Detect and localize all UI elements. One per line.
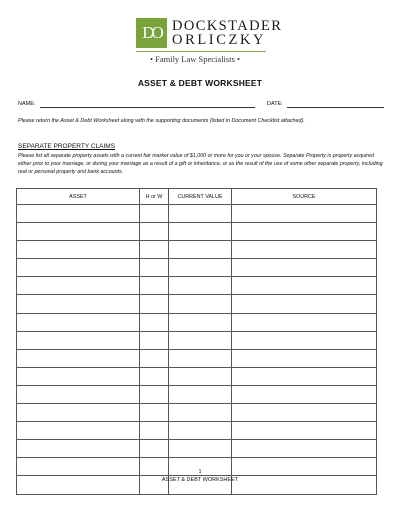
firm-logo: [136, 18, 283, 64]
name-label: NAME:: [18, 101, 36, 107]
asset-cell[interactable]: [17, 404, 140, 422]
table-row: [17, 422, 377, 440]
asset-cell[interactable]: [17, 349, 140, 367]
current-value-cell[interactable]: [169, 295, 232, 313]
h-or-w-cell[interactable]: [140, 277, 169, 295]
table-row: [17, 241, 377, 259]
current-value-cell[interactable]: [169, 313, 232, 331]
current-value-cell[interactable]: [169, 331, 232, 349]
asset-cell[interactable]: [17, 223, 140, 241]
table-row: [17, 205, 377, 223]
table-row: [17, 440, 377, 458]
source-cell[interactable]: [232, 277, 377, 295]
asset-cell[interactable]: [17, 440, 140, 458]
logo-tagline: • Family Law Specialists •: [150, 54, 240, 64]
current-value-cell[interactable]: [169, 259, 232, 277]
table-row: [17, 313, 377, 331]
h-or-w-cell[interactable]: [140, 422, 169, 440]
source-cell[interactable]: [232, 385, 377, 403]
current-value-cell[interactable]: [169, 385, 232, 403]
h-or-w-cell[interactable]: [140, 223, 169, 241]
source-cell[interactable]: [232, 259, 377, 277]
h-or-w-cell[interactable]: [140, 404, 169, 422]
name-field-line[interactable]: [40, 107, 255, 108]
table-row: [17, 295, 377, 313]
current-value-cell[interactable]: [169, 223, 232, 241]
source-cell[interactable]: [232, 367, 377, 385]
h-or-w-cell[interactable]: [140, 295, 169, 313]
source-cell[interactable]: [232, 404, 377, 422]
source-cell[interactable]: [232, 205, 377, 223]
current-value-cell[interactable]: [169, 440, 232, 458]
h-or-w-cell[interactable]: [140, 385, 169, 403]
logo-name-line1: DOCKSTADER: [172, 18, 283, 34]
column-header-current-value: CURRENT VALUE: [169, 189, 232, 205]
source-cell[interactable]: [232, 241, 377, 259]
asset-cell[interactable]: [17, 313, 140, 331]
column-header-h-or-w: H or W: [140, 189, 169, 205]
table-header-row: [17, 189, 377, 205]
date-field-line[interactable]: [287, 107, 384, 108]
asset-cell[interactable]: [17, 331, 140, 349]
source-cell[interactable]: [232, 295, 377, 313]
column-header-source: SOURCE: [232, 189, 377, 205]
source-cell[interactable]: [232, 349, 377, 367]
source-cell[interactable]: [232, 440, 377, 458]
asset-cell[interactable]: [17, 277, 140, 295]
current-value-cell[interactable]: [169, 277, 232, 295]
table-row: [17, 349, 377, 367]
h-or-w-cell[interactable]: [140, 205, 169, 223]
asset-cell[interactable]: [17, 259, 140, 277]
logo-monogram: DO: [136, 18, 167, 48]
current-value-cell[interactable]: [169, 404, 232, 422]
section-description: Please list all separate property assets with a current fair market value of $1,000 or more for you or your spouse. Separate Property is property acquired either prior to your marriage, or during your marriage as a result of a gift or inheritance, or as the result of the use of some other separate property, including real or personal property and bank accounts.: [18, 153, 383, 176]
table-row: [17, 404, 377, 422]
current-value-cell[interactable]: [169, 422, 232, 440]
page-number: 1: [198, 469, 202, 475]
h-or-w-cell[interactable]: [140, 331, 169, 349]
table-row: [17, 331, 377, 349]
table-row: [17, 385, 377, 403]
h-or-w-cell[interactable]: [140, 313, 169, 331]
logo-name-line2: ORLICZKY: [172, 32, 267, 48]
table-row: [17, 223, 377, 241]
current-value-cell[interactable]: [169, 367, 232, 385]
asset-cell[interactable]: [17, 367, 140, 385]
h-or-w-cell[interactable]: [140, 349, 169, 367]
source-cell[interactable]: [232, 313, 377, 331]
source-cell[interactable]: [232, 331, 377, 349]
table-row: [17, 367, 377, 385]
footer-title: ASSET & DEBT WORKSHEET: [161, 477, 239, 483]
table-row: [17, 259, 377, 277]
h-or-w-cell[interactable]: [140, 241, 169, 259]
separate-property-table: [16, 188, 377, 495]
return-instruction: Please return the Asset & Debt Worksheet along with the supporting documents (listed in Document Checklist attached).: [18, 118, 305, 124]
logo-divider: [136, 51, 266, 52]
document-title: ASSET & DEBT WORKSHEET: [137, 78, 263, 88]
source-cell[interactable]: [232, 223, 377, 241]
current-value-cell[interactable]: [169, 241, 232, 259]
current-value-cell[interactable]: [169, 205, 232, 223]
source-cell[interactable]: [232, 422, 377, 440]
date-label: DATE:: [267, 101, 283, 107]
h-or-w-cell[interactable]: [140, 259, 169, 277]
asset-cell[interactable]: [17, 422, 140, 440]
column-header-asset: ASSET: [17, 189, 140, 205]
section-heading: SEPARATE PROPERTY CLAIMS: [18, 143, 116, 150]
h-or-w-cell[interactable]: [140, 367, 169, 385]
asset-cell[interactable]: [17, 205, 140, 223]
asset-cell[interactable]: [17, 295, 140, 313]
current-value-cell[interactable]: [169, 349, 232, 367]
asset-cell[interactable]: [17, 385, 140, 403]
h-or-w-cell[interactable]: [140, 440, 169, 458]
asset-cell[interactable]: [17, 241, 140, 259]
table-row: [17, 277, 377, 295]
